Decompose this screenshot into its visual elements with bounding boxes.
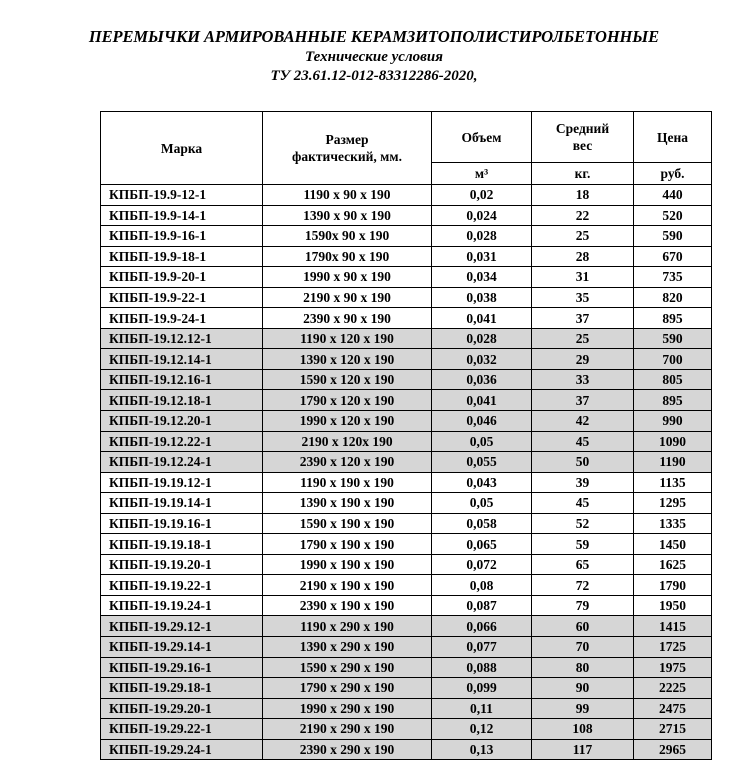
cell-volume: 0,065 [432,534,532,555]
unit-volume: м³ [432,163,532,185]
cell-weight: 72 [532,575,634,596]
cell-size: 2390 х 190 х 190 [263,595,432,616]
cell-mark: КПБП-19.19.14-1 [101,493,263,514]
column-header-weight-text: Средний вес [555,121,610,153]
cell-size: 2390 х 90 х 190 [263,308,432,329]
table-row [101,349,712,370]
cell-price: 2225 [634,678,712,699]
cell-volume: 0,13 [432,739,532,760]
cell-size: 1990 х 190 х 190 [263,554,432,575]
cell-price: 820 [634,287,712,308]
price-table [100,111,712,760]
cell-size: 1190 х 190 х 190 [263,472,432,493]
cell-mark: КПБП-19.12.12-1 [101,328,263,349]
table-row [101,513,712,534]
cell-size: 1590х 90 х 190 [263,226,432,247]
table-row [101,719,712,740]
cell-weight: 65 [532,554,634,575]
table-row [101,493,712,514]
cell-volume: 0,028 [432,328,532,349]
table-body [101,185,712,760]
cell-mark: КПБП-19.12.18-1 [101,390,263,411]
cell-volume: 0,046 [432,411,532,432]
cell-weight: 59 [532,534,634,555]
cell-weight: 31 [532,267,634,288]
cell-size: 1790 х 290 х 190 [263,678,432,699]
table-row [101,226,712,247]
cell-weight: 18 [532,185,634,206]
table-row [101,534,712,555]
cell-weight: 25 [532,328,634,349]
cell-weight: 37 [532,308,634,329]
cell-mark: КПБП-19.29.12-1 [101,616,263,637]
cell-size: 1190 х 90 х 190 [263,185,432,206]
table-row [101,287,712,308]
table-row [101,246,712,267]
cell-volume: 0,08 [432,575,532,596]
cell-size: 1590 х 290 х 190 [263,657,432,678]
cell-mark: КПБП-19.9-24-1 [101,308,263,329]
cell-weight: 29 [532,349,634,370]
cell-mark: КПБП-19.9-18-1 [101,246,263,267]
cell-volume: 0,05 [432,431,532,452]
cell-size: 1390 х 190 х 190 [263,493,432,514]
column-header-volume: Объем [432,112,532,163]
cell-volume: 0,055 [432,452,532,473]
cell-weight: 79 [532,595,634,616]
column-header-mark: Марка [101,112,263,185]
table-row [101,698,712,719]
cell-volume: 0,036 [432,369,532,390]
cell-size: 1590 х 120 х 190 [263,369,432,390]
cell-mark: КПБП-19.29.14-1 [101,637,263,658]
cell-price: 2475 [634,698,712,719]
document-header [0,26,748,86]
cell-mark: КПБП-19.9-22-1 [101,287,263,308]
table-header-row [101,112,712,163]
table-row [101,452,712,473]
table-row [101,267,712,288]
cell-weight: 37 [532,390,634,411]
cell-weight: 42 [532,411,634,432]
cell-price: 2715 [634,719,712,740]
cell-mark: КПБП-19.12.14-1 [101,349,263,370]
cell-weight: 45 [532,431,634,452]
cell-size: 1790х 90 х 190 [263,246,432,267]
cell-price: 590 [634,226,712,247]
document-subtitle: Технические условия [305,49,443,65]
cell-size: 1390 х 120 х 190 [263,349,432,370]
cell-price: 440 [634,185,712,206]
column-header-weight [532,112,634,163]
cell-weight: 28 [532,246,634,267]
cell-volume: 0,034 [432,267,532,288]
cell-size: 2190 х 90 х 190 [263,287,432,308]
cell-volume: 0,12 [432,719,532,740]
cell-volume: 0,043 [432,472,532,493]
cell-volume: 0,05 [432,493,532,514]
cell-weight: 22 [532,205,634,226]
cell-weight: 35 [532,287,634,308]
cell-mark: КПБП-19.19.20-1 [101,554,263,575]
cell-mark: КПБП-19.29.16-1 [101,657,263,678]
cell-volume: 0,088 [432,657,532,678]
cell-volume: 0,066 [432,616,532,637]
table-row [101,328,712,349]
cell-mark: КПБП-19.12.20-1 [101,411,263,432]
table-row [101,678,712,699]
cell-weight: 50 [532,452,634,473]
cell-volume: 0,02 [432,185,532,206]
cell-size: 1390 х 90 х 190 [263,205,432,226]
table-row [101,390,712,411]
cell-volume: 0,087 [432,595,532,616]
cell-price: 1415 [634,616,712,637]
cell-weight: 33 [532,369,634,390]
cell-size: 1590 х 190 х 190 [263,513,432,534]
cell-size: 2190 х 290 х 190 [263,719,432,740]
cell-price: 1135 [634,472,712,493]
cell-mark: КПБП-19.29.24-1 [101,739,263,760]
table-row [101,185,712,206]
cell-mark: КПБП-19.12.24-1 [101,452,263,473]
cell-size: 2390 х 120 х 190 [263,452,432,473]
cell-price: 1950 [634,595,712,616]
cell-size: 2190 х 190 х 190 [263,575,432,596]
table-row [101,657,712,678]
table-row [101,308,712,329]
cell-volume: 0,058 [432,513,532,534]
cell-weight: 90 [532,678,634,699]
cell-price: 2965 [634,739,712,760]
cell-mark: КПБП-19.19.22-1 [101,575,263,596]
cell-price: 590 [634,328,712,349]
cell-mark: КПБП-19.9-16-1 [101,226,263,247]
cell-mark: КПБП-19.12.16-1 [101,369,263,390]
cell-size: 1190 х 120 х 190 [263,328,432,349]
cell-size: 1990 х 90 х 190 [263,267,432,288]
cell-weight: 117 [532,739,634,760]
cell-price: 895 [634,390,712,411]
cell-mark: КПБП-19.9-12-1 [101,185,263,206]
cell-mark: КПБП-19.19.24-1 [101,595,263,616]
cell-weight: 70 [532,637,634,658]
cell-size: 2390 х 290 х 190 [263,739,432,760]
cell-price: 670 [634,246,712,267]
cell-price: 895 [634,308,712,329]
cell-volume: 0,041 [432,390,532,411]
cell-volume: 0,077 [432,637,532,658]
standard-number: ТУ 23.61.12-012-83312286-2020, [270,68,478,84]
table-row [101,411,712,432]
cell-volume: 0,099 [432,678,532,699]
table-row [101,369,712,390]
cell-price: 1625 [634,554,712,575]
cell-weight: 60 [532,616,634,637]
cell-price: 1295 [634,493,712,514]
cell-price: 1975 [634,657,712,678]
cell-mark: КПБП-19.29.22-1 [101,719,263,740]
cell-price: 1450 [634,534,712,555]
cell-weight: 99 [532,698,634,719]
column-header-price: Цена [634,112,712,163]
cell-mark: КПБП-19.19.18-1 [101,534,263,555]
column-header-size-text: Размер фактический, мм. [292,132,402,164]
cell-mark: КПБП-19.29.20-1 [101,698,263,719]
table-row [101,205,712,226]
cell-size: 2190 х 120х 190 [263,431,432,452]
cell-volume: 0,032 [432,349,532,370]
unit-weight: кг. [532,163,634,185]
cell-weight: 39 [532,472,634,493]
cell-volume: 0,038 [432,287,532,308]
cell-size: 1990 х 120 х 190 [263,411,432,432]
cell-mark: КПБП-19.12.22-1 [101,431,263,452]
cell-volume: 0,031 [432,246,532,267]
cell-price: 520 [634,205,712,226]
cell-volume: 0,028 [432,226,532,247]
table-row [101,575,712,596]
cell-mark: КПБП-19.19.16-1 [101,513,263,534]
cell-price: 735 [634,267,712,288]
cell-weight: 52 [532,513,634,534]
cell-price: 805 [634,369,712,390]
cell-volume: 0,041 [432,308,532,329]
cell-size: 1790 х 190 х 190 [263,534,432,555]
table-row [101,554,712,575]
column-header-size [263,112,432,185]
cell-weight: 108 [532,719,634,740]
table-row [101,595,712,616]
table-row [101,739,712,760]
cell-size: 1190 х 290 х 190 [263,616,432,637]
cell-size: 1990 х 290 х 190 [263,698,432,719]
cell-price: 990 [634,411,712,432]
cell-price: 1790 [634,575,712,596]
cell-mark: КПБП-19.29.18-1 [101,678,263,699]
cell-weight: 25 [532,226,634,247]
cell-price: 700 [634,349,712,370]
cell-mark: КПБП-19.9-20-1 [101,267,263,288]
cell-volume: 0,024 [432,205,532,226]
cell-price: 1190 [634,452,712,473]
unit-price: руб. [634,163,712,185]
table-row [101,431,712,452]
cell-price: 1335 [634,513,712,534]
cell-weight: 80 [532,657,634,678]
table-row [101,637,712,658]
cell-mark: КПБП-19.19.12-1 [101,472,263,493]
cell-volume: 0,072 [432,554,532,575]
document-title: ПЕРЕМЫЧКИ АРМИРОВАННЫЕ КЕРАМЗИТОПОЛИСТИРОЛБЕТОННЫЕ [88,27,660,46]
table-row [101,616,712,637]
cell-weight: 45 [532,493,634,514]
cell-size: 1790 х 120 х 190 [263,390,432,411]
cell-volume: 0,11 [432,698,532,719]
cell-price: 1725 [634,637,712,658]
cell-size: 1390 х 290 х 190 [263,637,432,658]
table-row [101,472,712,493]
cell-price: 1090 [634,431,712,452]
cell-mark: КПБП-19.9-14-1 [101,205,263,226]
